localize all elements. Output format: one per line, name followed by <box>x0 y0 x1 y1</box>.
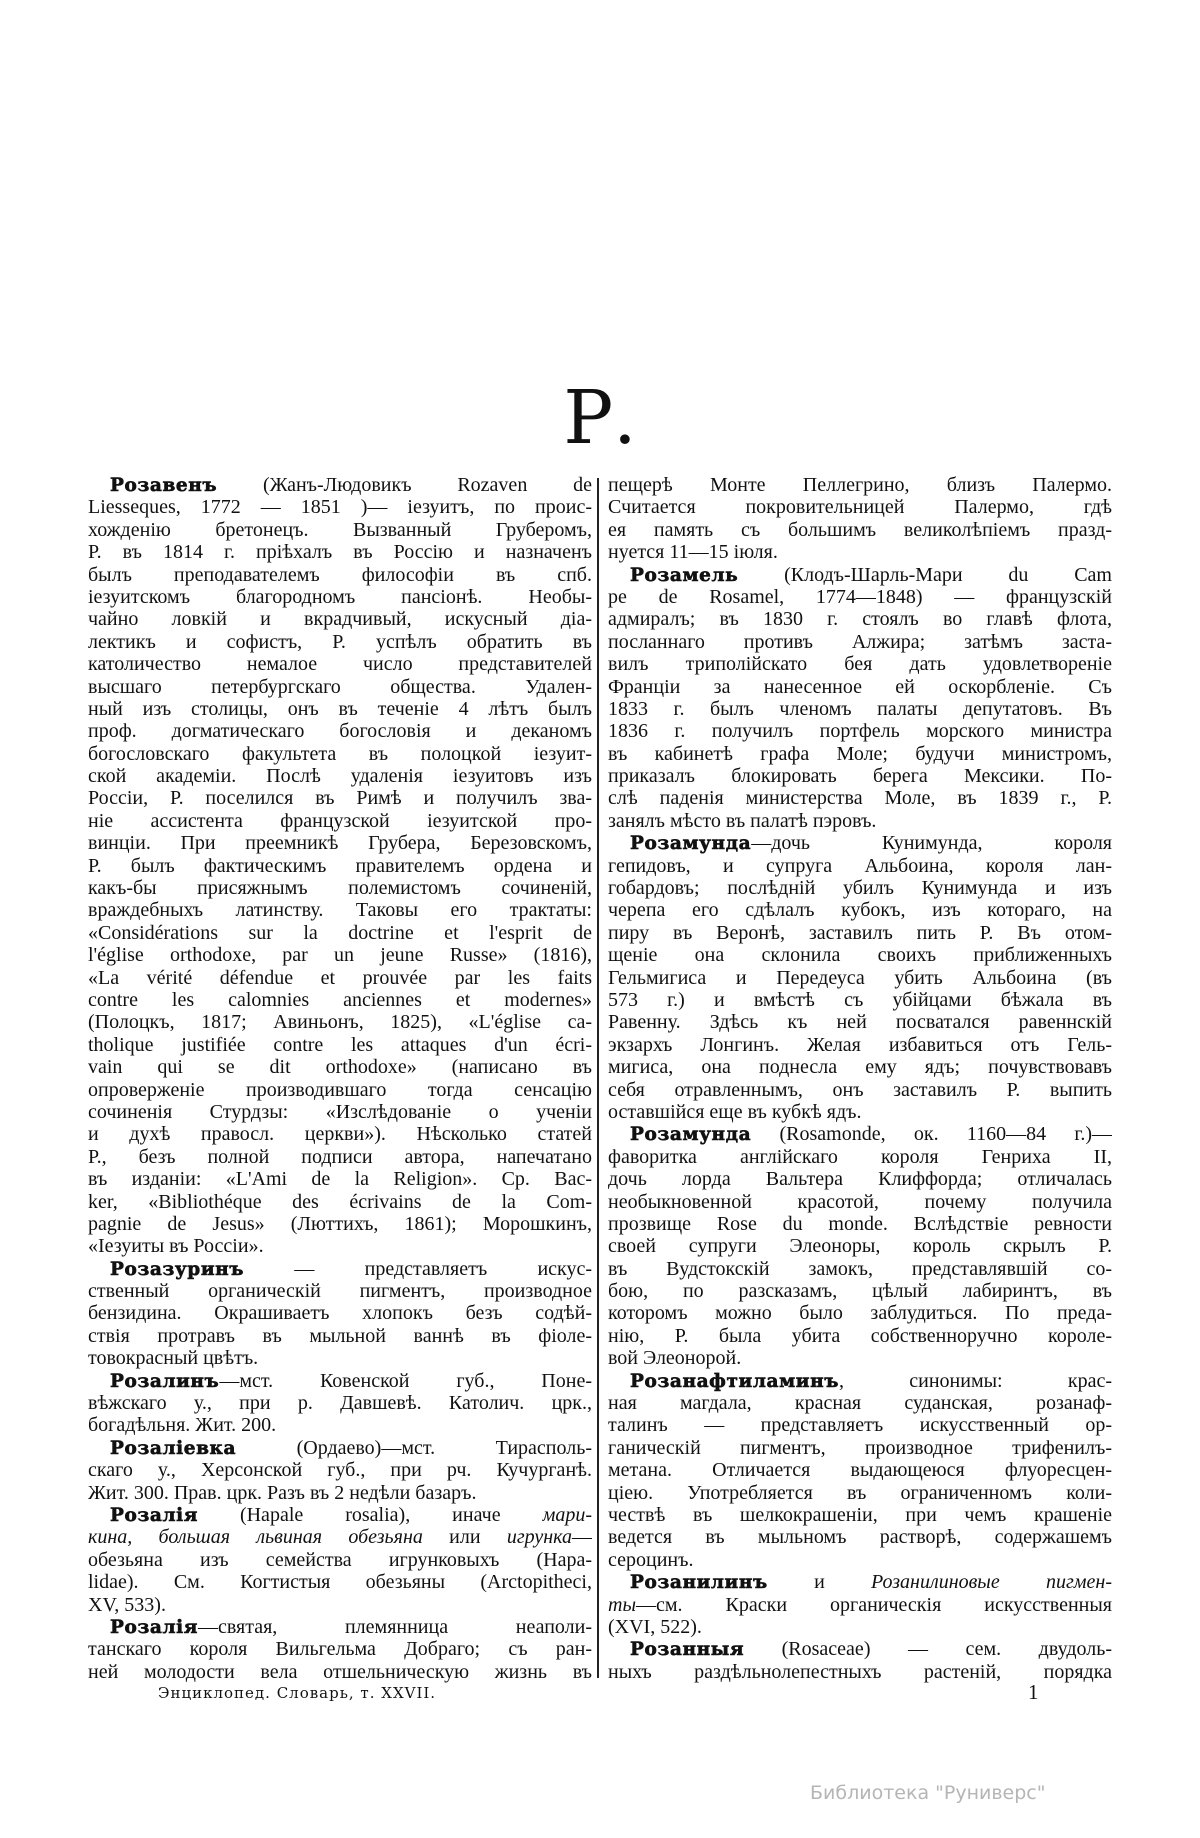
text-line <box>88 787 592 809</box>
text-line <box>88 1392 592 1414</box>
body-text: нуется 11—15 iюля. <box>608 541 778 564</box>
body-text: враждебныхъ латинству. Таковы его трактаты: <box>88 899 592 922</box>
body-text: vain qui se dit orthodoxe» (написано въ <box>88 1056 592 1079</box>
text-line <box>608 1504 1112 1526</box>
text-line <box>88 1594 592 1616</box>
text-line <box>88 1056 592 1078</box>
body-text: метана. Отличается выдающеюся флуоресцен- <box>608 1459 1112 1482</box>
body-text: Р., безъ полной подписи автора, напечатано <box>88 1145 592 1168</box>
body-text: нiю, Р. была убита собственноручно короле- <box>608 1324 1112 1347</box>
text-line <box>88 922 592 944</box>
entry-headword: Розалiевка <box>110 1437 237 1459</box>
text-line <box>608 922 1112 944</box>
body-text: Liesseques, 1772 — 1851 )— iезуитъ, по проис- <box>88 496 592 519</box>
text-line <box>88 653 592 675</box>
text-line <box>608 608 1112 630</box>
text-line <box>88 1482 592 1504</box>
body-text: pe de Rosamel, 1774—1848) — французскiй <box>608 585 1112 608</box>
text-line <box>608 564 1112 586</box>
text-line <box>608 899 1112 921</box>
text-line <box>88 1101 592 1123</box>
entry-headword: Розамунда <box>630 833 752 855</box>
text-line <box>88 1347 592 1369</box>
body-text: ствiя протравъ въ мыльной ваннѣ въ фiоле- <box>88 1324 592 1347</box>
text-line <box>88 676 592 698</box>
body-text: ныхъ раздѣльнолепестныхъ растенiй, порядка <box>608 1660 1112 1683</box>
body-text: «Considérations sur la doctrine et l'esprit de <box>88 921 592 944</box>
body-text: или <box>422 1526 507 1549</box>
body-text: слѣ паденiя министерства Моле, въ 1839 г., Р. <box>608 787 1112 810</box>
text-line <box>608 474 1112 496</box>
body-text: необыкновенной красотой, почему получила <box>608 1190 1112 1213</box>
body-text: (Полоцкъ, 1817; Авиньонъ, 1825), «L'église ca- <box>88 1011 592 1034</box>
text-line <box>88 1258 592 1280</box>
body-text: ная магдала, красная суданская, розанаф- <box>608 1392 1112 1415</box>
body-text: занялъ мѣсто въ палатѣ пэровъ. <box>608 809 877 832</box>
body-text: —дочь Кунимунда, короля <box>751 832 1112 855</box>
text-line <box>88 1079 592 1101</box>
body-text: которомъ можно было заблудиться. По преда- <box>608 1302 1112 1325</box>
body-text: contre les calomnies anciennes et modernes» <box>88 988 592 1011</box>
body-text: (Rosamonde, ок. 1160—84 г.)— <box>751 1123 1112 1146</box>
text-line <box>608 1549 1112 1571</box>
italic-text: Розанилиновые пигмен- <box>871 1571 1112 1594</box>
body-text: проф. догматическаго богословiя и деканомъ <box>88 720 592 743</box>
italic-text: ты <box>608 1593 636 1616</box>
text-line <box>88 1325 592 1347</box>
body-text: бою, по разсказамъ, цѣлый лабиринтъ, въ <box>608 1280 1112 1303</box>
body-text: посланнаго противъ Алжира; затѣмъ заста- <box>608 630 1112 653</box>
text-line <box>88 496 592 518</box>
left-column <box>88 474 592 1683</box>
body-text: чайно ловкiй и вкрадчивый, искусный дiа- <box>88 608 592 631</box>
text-line <box>608 1638 1112 1660</box>
text-line <box>88 877 592 899</box>
text-line <box>88 608 592 630</box>
text-line <box>608 519 1112 541</box>
text-line <box>608 765 1112 787</box>
body-text: XV, 533). <box>88 1593 166 1616</box>
letter-heading: Р. <box>563 375 637 461</box>
text-line <box>88 1034 592 1056</box>
body-text: своей супруги Элеоноры, король скрылъ Р. <box>608 1235 1112 1258</box>
body-text: вѣжскаго у., при р. Давшевѣ. Католич. црк., <box>88 1392 592 1415</box>
body-text: бензидина. Окрашиваетъ хлопокъ безъ содѣй- <box>88 1302 592 1325</box>
body-text: нiе ассистента французской iезуитской про- <box>88 809 592 832</box>
text-line <box>88 1526 592 1548</box>
body-text: ганическiй пигментъ, производное трифенилъ- <box>608 1436 1112 1459</box>
text-line <box>608 1280 1112 1302</box>
italic-text: кина, большая львиная обезьяна <box>88 1526 423 1549</box>
text-line <box>608 1370 1112 1392</box>
body-text: фаворитка англiйскаго короля Генриха II, <box>608 1145 1112 1168</box>
body-text: iезуитскомъ благородномъ пансiонѣ. Необы- <box>88 585 592 608</box>
text-line <box>608 810 1112 832</box>
body-text: ker, «Bibliothéque des écrivains de la Com- <box>88 1190 592 1213</box>
body-text: Россiи, Р. поселился въ Римѣ и получилъ зва- <box>88 787 592 810</box>
text-line <box>608 1347 1112 1369</box>
text-line <box>608 944 1112 966</box>
body-text: и <box>767 1571 872 1594</box>
body-text: (XVI, 522). <box>608 1615 702 1638</box>
text-line <box>608 1191 1112 1213</box>
body-text: ской академiи. Послѣ удаленiя iезуитовъ изъ <box>88 765 592 788</box>
text-line <box>88 631 592 653</box>
body-text: пиру въ Веронѣ, заставилъ пить Р. Въ отом- <box>608 921 1112 944</box>
text-line <box>608 855 1112 877</box>
body-text: опроверженiе производившаго тогда сенсацiю <box>88 1078 592 1101</box>
italic-text: игрунка <box>506 1526 573 1549</box>
body-text: гепидовъ, и супруга Альбоина, короля лан- <box>608 854 1112 877</box>
text-line <box>608 631 1112 653</box>
body-text: —см. Краски органическiя искусственныя <box>636 1593 1112 1616</box>
body-text: лектикъ и софистъ, Р. успѣлъ обратить въ <box>88 630 592 653</box>
text-line <box>608 1571 1112 1593</box>
text-line <box>608 1034 1112 1056</box>
text-line <box>88 1123 592 1145</box>
body-text: сероцинъ. <box>608 1548 694 1571</box>
body-text: ея память съ большимъ великолѣпiемъ празд- <box>608 518 1112 541</box>
body-text: 573 г.) и вмѣстѣ съ убiйцами бѣжала въ <box>608 988 1112 1011</box>
body-text: tholique justifiée contre les attaques d'un écri- <box>88 1033 592 1056</box>
body-text: сочиненiя Стурдзы: «Изслѣдованiе о ученiи <box>88 1100 592 1123</box>
text-line <box>608 1258 1112 1280</box>
body-text: 1836 г. получилъ портфель морского министра <box>608 720 1112 743</box>
body-text: приказалъ блокировать берега Мексики. По- <box>608 765 1112 788</box>
text-line <box>88 1235 592 1257</box>
body-text: какъ-бы присяжнымъ полемистомъ сочиненiй, <box>88 877 592 900</box>
text-line <box>88 1302 592 1324</box>
text-line <box>608 1213 1112 1235</box>
body-text: католичество немалое число представителей <box>88 653 592 676</box>
text-line <box>608 1302 1112 1324</box>
text-line <box>88 1549 592 1571</box>
text-line <box>88 1213 592 1235</box>
text-line <box>608 743 1112 765</box>
column-divider <box>597 478 599 1678</box>
body-text: «Iезуиты въ Россiи». <box>88 1235 264 1258</box>
text-line <box>608 1235 1112 1257</box>
body-text: Жит. 300. Прав. црк. Разъ въ 2 недѣли базаръ. <box>88 1481 477 1504</box>
body-text: Францiи за нанесенное ей оскорбленiе. Съ <box>608 675 1112 698</box>
body-text: 1833 г. былъ членомъ палаты депутатовъ. Въ <box>608 697 1112 720</box>
body-text: щенiе она склонила своихъ приближенныхъ <box>608 944 1112 967</box>
text-line <box>88 1616 592 1638</box>
body-text: гобардовъ; послѣднiй убилъ Кунимунда и изъ <box>608 877 1112 900</box>
body-text: (Ордаево)—мст. Тирасполь- <box>236 1436 592 1459</box>
body-text: и духѣ правосл. церкви»). Нѣсколько статей <box>88 1123 592 1146</box>
body-text: винцiи. При преемникѣ Грубера, Березовскомъ, <box>88 832 592 855</box>
text-line <box>608 496 1112 518</box>
body-text: мигиса, она поднесла ему ядъ; почувствовавъ <box>608 1056 1112 1079</box>
body-text: чествѣ въ шелкокрашенiи, при чемъ крашенiе <box>608 1503 1112 1526</box>
text-line <box>608 1616 1112 1638</box>
body-text: вой Элеонорой. <box>608 1347 742 1370</box>
entry-headword: Розалiя <box>110 1616 198 1638</box>
body-text: въ кабинетѣ графа Моле; будучи министромъ, <box>608 742 1112 765</box>
text-line <box>88 1504 592 1526</box>
text-line <box>608 1414 1112 1436</box>
text-line <box>88 1280 592 1302</box>
body-text: прозвище Rose du monde. Вслѣдствiе ревности <box>608 1212 1112 1235</box>
text-line <box>88 1370 592 1392</box>
body-text: черепа его сдѣлалъ кубокъ, изъ котораго, на <box>608 899 1112 922</box>
body-text: экзархъ Лонгинъ. Желая избавиться отъ Гель- <box>608 1033 1112 1056</box>
text-line <box>88 586 592 608</box>
body-text: скаго у., Херсонской губ., при рч. Кучурганѣ. <box>88 1459 592 1482</box>
body-text: (Rosaceae) — сем. двудоль- <box>744 1638 1112 1661</box>
text-line <box>608 877 1112 899</box>
text-line <box>88 1459 592 1481</box>
entry-headword: Розанилинъ <box>630 1572 768 1594</box>
body-text: pagnie de Jesus» (Люттихъ, 1861); Морошкинъ, <box>88 1212 592 1235</box>
body-text: Равенну. Здѣсь къ ней посватался равеннскiй <box>608 1011 1112 1034</box>
text-line <box>88 564 592 586</box>
body-text: ней молодости вела отшельническую жизнь въ <box>88 1660 592 1683</box>
body-text: адмиралъ; въ 1830 г. стоялъ во главѣ флота, <box>608 608 1112 631</box>
entry-headword: Розамунда <box>630 1124 752 1146</box>
text-line <box>88 1661 592 1683</box>
body-text: пещерѣ Монте Пеллегрино, близъ Палермо. <box>608 474 1112 496</box>
entry-headword: Розанныя <box>630 1639 745 1661</box>
text-line <box>608 1594 1112 1616</box>
entry-headword: Розамель <box>630 564 739 586</box>
entry-headword: Розалiя <box>110 1504 198 1526</box>
text-line <box>608 1437 1112 1459</box>
body-text: (Жанъ-Людовикъ Rozaven de <box>217 474 592 496</box>
text-line <box>88 810 592 832</box>
text-line <box>608 698 1112 720</box>
text-line <box>88 1571 592 1593</box>
library-watermark: Библиотека "Руниверс" <box>810 1782 1046 1804</box>
text-line <box>88 1414 592 1436</box>
text-line <box>608 967 1112 989</box>
text-line <box>608 720 1112 742</box>
text-line <box>88 1437 592 1459</box>
text-line <box>608 1325 1112 1347</box>
page-number: 1 <box>1028 1680 1039 1704</box>
body-text: вилъ триполiйскато бея дать удовлетворенiе <box>608 653 1112 676</box>
text-line <box>608 832 1112 854</box>
body-text: Гельмигиса и Передеуса убить Альбоина (въ <box>608 966 1112 989</box>
entry-headword: Розанафтиламинъ <box>630 1370 839 1392</box>
body-text: (Hapale rosalia), иначе <box>197 1503 543 1526</box>
text-line <box>608 1123 1112 1145</box>
body-text: l'église orthodoxe, par un jeune Russe» (1816), <box>88 944 592 967</box>
body-text: —святая, племянница неаполи- <box>197 1615 592 1638</box>
body-text: ственный органическiй пигментъ, производное <box>88 1280 592 1303</box>
entry-headword: Розалинъ <box>110 1370 220 1392</box>
text-line <box>88 1168 592 1190</box>
body-text: въ изданiи: «L'Ami de la Religion». Ср. Bac- <box>88 1168 592 1191</box>
text-line <box>88 967 592 989</box>
text-line <box>88 541 592 563</box>
text-line <box>608 1146 1112 1168</box>
text-line <box>88 1191 592 1213</box>
body-text: Р. былъ фактическимъ правителемъ ордена и <box>88 854 592 877</box>
body-text: обезьяна изъ семейства игрунковыхъ (Hapa- <box>88 1548 592 1571</box>
body-text: товокрасный цвѣтъ. <box>88 1347 259 1370</box>
text-line <box>608 989 1112 1011</box>
body-text: lidae). См. Когтистыя обезьяны (Arctopitheci, <box>88 1571 592 1594</box>
text-line <box>88 720 592 742</box>
text-line <box>88 765 592 787</box>
body-text: Р. въ 1814 г. прiѣхалъ въ Россiю и назначенъ <box>88 541 592 564</box>
text-line <box>88 474 592 496</box>
text-line <box>608 653 1112 675</box>
body-text: цiею. Употребляется въ ограниченномъ коли- <box>608 1481 1112 1504</box>
text-line <box>88 743 592 765</box>
body-text: танскаго короля Вильгельма Добраго; съ ран- <box>88 1638 592 1661</box>
text-line <box>88 832 592 854</box>
body-text: талинъ — представляетъ искусственный ор- <box>608 1414 1112 1437</box>
text-line <box>88 1011 592 1033</box>
body-text: богадѣльня. Жит. 200. <box>88 1414 277 1437</box>
body-text: себя отравленнымъ, онъ заставилъ Р. выпить <box>608 1078 1112 1101</box>
body-text: , синонимы: крас- <box>839 1369 1112 1392</box>
text-line <box>608 1392 1112 1414</box>
text-line <box>88 855 592 877</box>
text-line <box>88 1638 592 1660</box>
body-text: «La vérité défendue et prouvée par les faits <box>88 966 592 989</box>
body-text: въ Вудстокскiй замокъ, представлявшiй со- <box>608 1257 1112 1280</box>
text-line <box>88 944 592 966</box>
body-text: — представляетъ искус- <box>244 1257 592 1280</box>
right-column <box>608 474 1112 1683</box>
text-line <box>608 787 1112 809</box>
text-line <box>608 1482 1112 1504</box>
entry-headword: Розазуринъ <box>110 1258 245 1280</box>
body-text: —мст. Ковенской губ., Поне- <box>219 1369 592 1392</box>
footer-signature: Энциклопед. Словарь, т. XXVII. <box>158 1684 437 1702</box>
body-text: Считается покровительницей Палермо, гдѣ <box>608 496 1112 519</box>
text-line <box>608 541 1112 563</box>
body-text: хожденiю бретонецъ. Вызванный Груберомъ, <box>88 518 592 541</box>
text-line <box>608 1101 1112 1123</box>
text-line <box>88 989 592 1011</box>
body-text: высшаго петербургскаго общества. Удален- <box>88 675 592 698</box>
body-text: оставшiйся еще въ кубкѣ ядъ. <box>608 1100 862 1123</box>
text-line <box>88 1146 592 1168</box>
body-text: ведется въ мыльномъ растворѣ, содержашемъ <box>608 1526 1112 1549</box>
text-line <box>608 1526 1112 1548</box>
text-line <box>88 519 592 541</box>
text-line <box>88 698 592 720</box>
text-line <box>608 676 1112 698</box>
text-line <box>608 1079 1112 1101</box>
body-text: дочь лорда Вальтера Клиффорда; отличалась <box>608 1168 1112 1191</box>
text-line <box>608 1168 1112 1190</box>
text-line <box>608 1056 1112 1078</box>
text-line <box>608 586 1112 608</box>
entry-headword: Розавенъ <box>110 475 218 496</box>
body-text: ный изъ столицы, онъ въ теченiе 4 лѣтъ былъ <box>88 697 592 720</box>
body-text: (Клодъ-Шарль-Мари du Cam <box>738 563 1112 586</box>
italic-text: мари- <box>542 1503 592 1526</box>
body-text: — <box>572 1526 592 1549</box>
text-line <box>608 1459 1112 1481</box>
body-text: богословскаго факультета въ полоцкой iезуит- <box>88 742 592 765</box>
body-text: былъ преподавателемъ философiи въ спб. <box>88 563 592 586</box>
text-line <box>608 1011 1112 1033</box>
text-line <box>88 899 592 921</box>
